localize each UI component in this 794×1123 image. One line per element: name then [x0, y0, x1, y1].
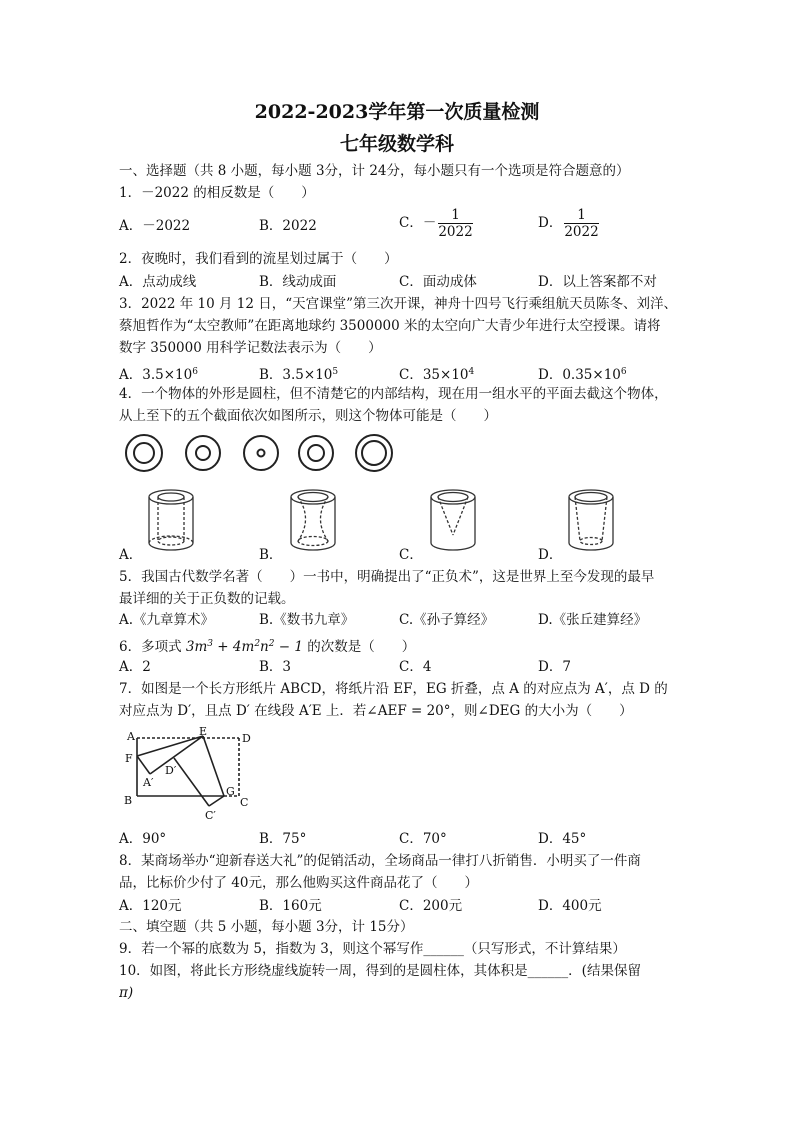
cross-section-4 — [299, 436, 333, 470]
q5-option-a: A.《九章算术》 — [119, 612, 215, 628]
q1-options — [119, 207, 679, 240]
folded-edge-cg — [209, 796, 224, 806]
q4-line-2: 从上至下的五个截面依次如图所示，则这个物体可能是（ ） — [119, 408, 497, 424]
q8-line-2: 品，比标价少付了 40元，那么他购买这件商品花了（ ） — [119, 875, 478, 891]
q3-line-3: 数字 350000 用科学记数法表示为（ ） — [119, 340, 382, 356]
q3-option-b: B．$3.5\times 10^5$ — [259, 367, 339, 383]
q3-options — [119, 363, 679, 381]
folded-edge-ae — [150, 736, 203, 774]
q7-option-b: B．75° — [259, 831, 307, 847]
section-2-heading: 二、填空题（共 5 小题，每小题 3分，计 15分） — [119, 919, 414, 935]
q4-line-1: 4．一个物体的外形是圆柱，但不清楚它的内部结构，现在用一组水平的平面去截这个物体， — [119, 386, 668, 402]
q1-option-a: A．－2022 — [119, 218, 191, 234]
exam-title: 2022-2023学年第一次质量检测 — [254, 101, 540, 123]
q5-line-1: 5．我国古代数学名著（ ）一书中，明确提出了“正负术”，这是世界上至今发现的最早 — [119, 569, 655, 585]
folded-edge-fa — [137, 756, 150, 774]
q8-option-d: D．400元 — [538, 898, 602, 914]
q8-option-c: C．200元 — [399, 898, 463, 914]
q3-option-a: A．$3.5\times 10^6$ — [119, 367, 198, 383]
q8-options — [119, 897, 679, 915]
section-1-heading: 一、选择题（共 8 小题，每小题 3分，计 24分，每小题只有一个选项是符合题意的） — [119, 163, 630, 179]
fold-line-eg — [203, 736, 224, 796]
q3-option-c: C．$35\times 10^4$ — [399, 367, 475, 383]
exam-subtitle: 七年级数学科 — [339, 133, 454, 155]
q4-options — [119, 546, 679, 564]
label-b: B — [124, 794, 133, 807]
q2-option-a: A．点动成线 — [119, 274, 197, 290]
q5-option-b: B.《数书九章》 — [259, 612, 355, 628]
q4-option-b: B． — [259, 547, 283, 563]
q4-option-a: A． — [119, 547, 143, 563]
q1-option-d-fraction: $\frac{1}{2022}$ — [564, 207, 599, 240]
q7-line-1: 7．如图是一个长方形纸片 ABCD，将纸片沿 EF，EG 折叠，点 A 的对应点为 A′，点 D 的 — [119, 681, 668, 697]
cross-section-1 — [126, 435, 162, 471]
q6-stem: 6．多项式 $3m^3 + 4m^2n^2 - 1$ 的次数是（ ） — [119, 639, 416, 655]
label-g: G — [226, 785, 235, 798]
folded-edge-dc — [174, 758, 209, 806]
q4-option-c: C． — [399, 547, 423, 563]
q2-stem: 2．夜晚时，我们看到的流星划过属于（ ） — [119, 251, 398, 267]
label-d: D — [242, 732, 251, 745]
q6-option-d: D．7 — [538, 659, 571, 675]
q10-line-2: π) — [119, 985, 134, 1001]
q1-option-b: B．2022 — [259, 218, 317, 234]
q1-option-c: C．－ $\frac{1}{2022}$ — [399, 207, 473, 240]
q6-option-a: A．2 — [119, 659, 151, 675]
q7-folding-figure — [119, 726, 259, 826]
q2-option-b: B．线动成面 — [259, 274, 337, 290]
cross-section-2 — [186, 436, 220, 470]
q2-options — [119, 273, 679, 291]
q3-option-d: D．$0.35\times 10^6$ — [538, 367, 627, 383]
label-c: C — [240, 796, 249, 809]
q8-line-1: 8．某商场举办“迎新春送大礼”的促销活动，全场商品一律打八折销售．小明买了一件商 — [119, 853, 641, 869]
q5-option-c: C.《孙子算经》 — [399, 612, 495, 628]
q8-option-b: B．160元 — [259, 898, 322, 914]
q7-options — [119, 830, 679, 848]
q6-polynomial: $3m^3 + 4m^2n^2 - 1$ — [185, 639, 303, 655]
q6-options — [119, 658, 679, 676]
q5-options — [119, 611, 679, 629]
q2-option-c: C．面动成体 — [399, 274, 477, 290]
q5-option-d: D.《张丘建算经》 — [538, 612, 648, 628]
q1-stem: 1．－2022 的相反数是（ ） — [119, 185, 315, 201]
cross-section-5 — [356, 435, 392, 471]
q7-option-c: C．70° — [399, 831, 447, 847]
q5-line-2: 最详细的关于正负数的记载。 — [119, 591, 295, 607]
q6-option-c: C．4 — [399, 659, 432, 675]
q4-cross-sections-figure — [119, 430, 409, 478]
label-f: F — [125, 752, 133, 765]
q9-stem: 9．若一个幂的底数为 5，指数为 3，则这个幂写作______（只写形式，不计算结果） — [119, 941, 626, 957]
q8-option-a: A．120元 — [119, 898, 182, 914]
q6-option-b: B．3 — [259, 659, 292, 675]
q1-option-c-fraction: $\frac{1}{2022}$ — [438, 207, 473, 240]
label-a: A — [127, 730, 135, 743]
fold-line-ef — [137, 736, 203, 756]
label-d-prime: D′ — [165, 764, 177, 777]
label-a-prime: A′ — [143, 776, 154, 789]
q10-line-1: 10．如图，将此长方形绕虚线旋转一周，得到的是圆柱体，其体积是______．(结果保留 — [119, 963, 641, 979]
q2-option-d: D．以上答案都不对 — [538, 274, 657, 290]
label-e: E — [199, 726, 208, 738]
q7-option-a: A．90° — [119, 831, 167, 847]
q1-option-d: D． $\frac{1}{2022}$ — [538, 207, 599, 240]
q4-option-d: D． — [538, 547, 563, 563]
q3-line-2: 蔡旭哲作为“太空教师”在距离地球约 3500000 米的太空向广大青少年进行太空授课。请将 — [119, 318, 661, 334]
q3-line-1: 3．2022 年 10 月 12 日，“天宫课堂”第三次开课，神舟十四号飞行乘组航天员陈冬、刘洋、 — [119, 296, 678, 312]
q7-option-d: D．45° — [538, 831, 587, 847]
cross-section-3 — [244, 436, 278, 470]
q7-line-2: 对应点为 D′，且点 D′ 在线段 A′E 上．若∠AEF = 20°，则∠DEG 的大小为（ ） — [119, 703, 633, 719]
label-c-prime: C′ — [205, 809, 216, 822]
